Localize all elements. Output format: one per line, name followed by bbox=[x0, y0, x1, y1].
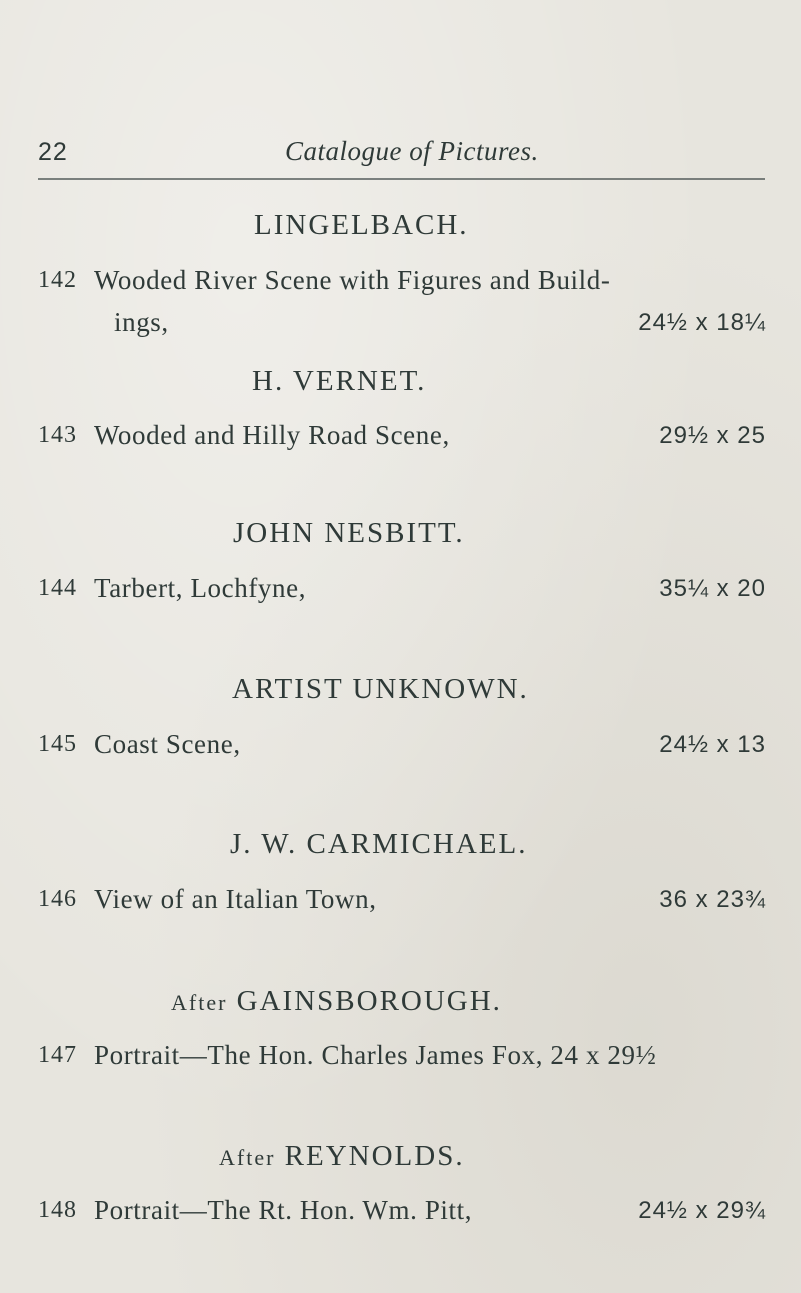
entry-title: Tarbert, Lochfyne, bbox=[94, 573, 307, 603]
entry-title: Wooded River Scene with Figures and Build- bbox=[94, 265, 611, 295]
entry-dimensions: 29½ x 25 bbox=[659, 422, 766, 449]
entry-number: 144 bbox=[38, 575, 77, 601]
entry-title: Coast Scene, bbox=[94, 729, 241, 759]
entry-number: 143 bbox=[38, 422, 77, 448]
entry-title: Portrait—The Rt. Hon. Wm. Pitt, bbox=[94, 1195, 473, 1225]
entry-title-continued: ings, bbox=[114, 307, 169, 337]
artist-prefix: After bbox=[219, 1145, 276, 1170]
entry-number: 148 bbox=[38, 1197, 77, 1223]
artist-heading bbox=[219, 1140, 465, 1173]
artist-name: GAINSBOROUGH. bbox=[236, 985, 502, 1017]
artist-heading bbox=[171, 985, 502, 1018]
entry-dimensions: 24½ x 18¼ bbox=[638, 309, 766, 336]
artist-name: REYNOLDS. bbox=[284, 1140, 465, 1172]
entry-dimensions: 35¼ x 20 bbox=[659, 575, 766, 602]
artist-heading: LINGELBACH. bbox=[254, 209, 469, 241]
entry-number: 146 bbox=[38, 886, 77, 912]
entry-dimensions: 24½ x 29¾ bbox=[638, 1197, 766, 1224]
running-head: Catalogue of Pictures. bbox=[285, 136, 539, 166]
artist-heading: JOHN NESBITT. bbox=[233, 517, 465, 549]
entry-dimensions: 36 x 23¾ bbox=[659, 886, 766, 913]
artist-prefix: After bbox=[171, 990, 228, 1015]
entry-number: 147 bbox=[38, 1042, 77, 1068]
entry-title: View of an Italian Town, bbox=[94, 884, 377, 914]
entry-title: Wooded and Hilly Road Scene, bbox=[94, 420, 450, 450]
artist-heading: H. VERNET. bbox=[252, 365, 427, 397]
entry-dimensions: 24½ x 13 bbox=[659, 731, 766, 758]
header-rule bbox=[38, 178, 765, 180]
entry-number: 142 bbox=[38, 267, 77, 293]
artist-heading: J. W. CARMICHAEL. bbox=[230, 828, 528, 860]
page-number: 22 bbox=[38, 138, 68, 166]
entry-number: 145 bbox=[38, 731, 77, 757]
artist-heading: ARTIST UNKNOWN. bbox=[232, 673, 529, 705]
entry-title: Portrait—The Hon. Charles James Fox, 24 x 29½ bbox=[94, 1040, 657, 1070]
